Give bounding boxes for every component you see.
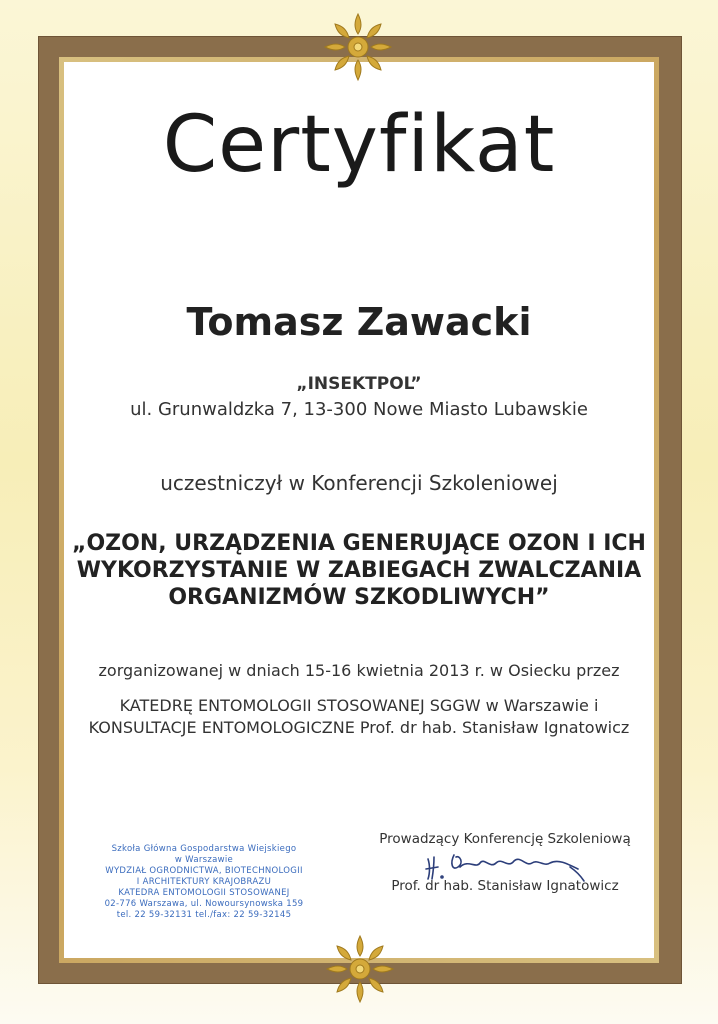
certificate-paper <box>64 62 654 958</box>
signer-name: Prof. dr hab. Stanisław Ignatowicz <box>391 878 619 894</box>
ornament-icon <box>323 12 393 82</box>
company-name: „INSEKTPOL” <box>296 374 422 394</box>
stamp-line: I ARCHITEKTURY KRAJOBRAZU <box>136 877 272 887</box>
stamp-line: KATEDRA ENTOMOLOGII STOSOWANEJ <box>118 888 290 898</box>
stamp-line: Szkoła Główna Gospodarstwa Wiejskiego <box>111 844 297 854</box>
conference-dates: zorganizowanej w dniach 15-16 kwietnia 2013 r. w Osiecku przez <box>98 661 620 680</box>
topic-line: WYKORZYSTANIE W ZABIEGACH ZWALCZANIA <box>76 558 642 583</box>
stamp-line: w Warszawie <box>174 855 234 865</box>
institution-stamp <box>98 844 310 921</box>
company-address: ul. Grunwaldzka 7, 13-300 Nowe Miasto Lubawskie <box>130 399 588 420</box>
stamp-line: WYDZIAŁ OGRODNICTWA, BIOTECHNOLOGII <box>105 866 303 876</box>
organizer-line: KONSULTACJE ENTOMOLOGICZNE Prof. dr hab. Stanisław Ignatowicz <box>88 718 630 737</box>
certificate-title: Certyfikat <box>162 100 556 190</box>
recipient-name: Tomasz Zawacki <box>186 300 532 344</box>
conference-topic <box>64 530 654 611</box>
participation-text: uczestniczył w Konferencji Szkoleniowej <box>160 471 558 495</box>
ornament-icon <box>325 934 395 1004</box>
topic-line: ORGANIZMÓW SZKODLIWYCH” <box>168 585 550 610</box>
stamp-line: 02-776 Warszawa, ul. Nowoursynowska 159 <box>104 899 304 909</box>
stamp-line: tel. 22 59-32131 tel./fax: 22 59-32145 <box>116 910 292 920</box>
signature-label: Prowadzący Konferencję Szkoleniową <box>379 831 631 847</box>
topic-line: „OZON, URZĄDZENIA GENERUJĄCE OZON I ICH <box>72 531 646 556</box>
organizer-line: KATEDRĘ ENTOMOLOGII STOSOWANEJ SGGW w Warszawie i <box>119 696 599 715</box>
